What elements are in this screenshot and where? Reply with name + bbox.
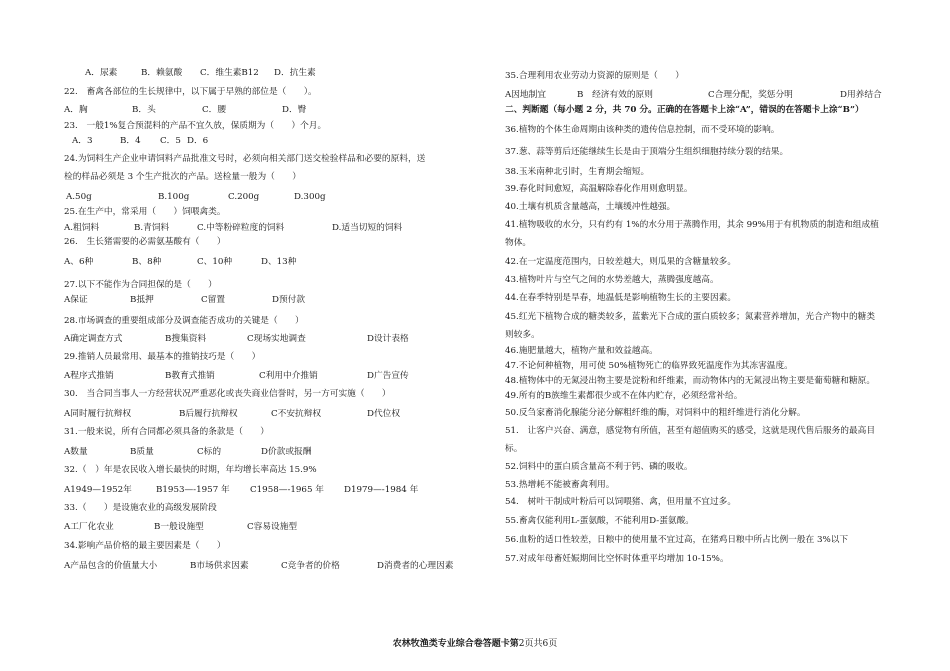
option: B1953—-1957 年 [156, 485, 230, 495]
option: B、8种 [132, 257, 162, 267]
option: B教育式推销 [165, 371, 215, 381]
footer-title: 农林牧渔类专业综合卷答题卡第 [392, 639, 519, 649]
option: B．赖氨酸 [141, 68, 183, 78]
option: D、13种 [261, 257, 297, 267]
option: C容易设施型 [247, 522, 298, 532]
q27-text: 27.以下不能作为合同担保的是（ ） [64, 280, 217, 290]
statement-51: 51. 让客户兴奋、满意，感觉物有所值，甚至有超值购买的感受，这就是现代售后服务的最高目 [505, 426, 876, 436]
statement-38: 38.玉米南种北引时，生育期会缩短。 [505, 167, 650, 177]
option: C标的 [197, 447, 222, 457]
statement-39: 39.春化时间愈短，高温解除春化作用则愈明显。 [505, 184, 693, 194]
statement-42: 42.在一定温度范围内，日较差越大，则瓜果的含糖量较多。 [505, 257, 737, 267]
statement-40: 40.土壤有机质含量越高，土壤缓冲性越强。 [505, 202, 676, 212]
page-footer [0, 636, 950, 649]
option: D．6 [187, 136, 209, 146]
q31-text: 31.一般来说，所有合同都必须具备的条款是（ ） [64, 427, 269, 437]
q26-text: 26. 生长猪需要的必需氨基酸有（ ） [64, 237, 226, 247]
option: A1949—1952年 [64, 485, 132, 495]
q28-text: 28.市场调查的重要组成部分及调查能否成功的关键是（ ） [64, 316, 304, 326]
q23-text: 23. 一般1%复合预混料的产品不宜久放，保质期为（ ）个月。 [64, 121, 327, 131]
q33-text: 33.（ ）是设施农业的高级发展阶段 [64, 503, 217, 513]
option: C利用中介推销 [259, 371, 318, 381]
section-title: 二、判断题（每小题 2 分，共 70 分。正确的在答题卡上涂“A”，错误的在答题卡上涂“B”） [505, 105, 864, 115]
q25-text: 25.在生产中，常采用（ ）饲喂禽类。 [64, 207, 226, 217]
option: C．维生素B12 [200, 68, 259, 78]
option: D消费者的心理因素 [377, 561, 454, 571]
option: A、6种 [64, 257, 94, 267]
option: C不安抗辩权 [271, 409, 322, 419]
option: D.300g [294, 192, 326, 202]
option: B搜集资料 [165, 334, 207, 344]
option: A工厂化农业 [64, 522, 114, 532]
statement-50: 50.反刍家畜消化腺能分泌分解粗纤维的酶，对饲料中的粗纤维进行消化分解。 [505, 408, 806, 418]
option: D代位权 [367, 409, 401, 419]
option: A．尿素 [85, 68, 118, 78]
footer-page-num: 2 [518, 639, 525, 649]
statement-45: 45.红光下植物合成的糖类较多，蓝紫光下合成的蛋白质较多；氮素营养增加，光合产物中的糖类 [505, 312, 876, 322]
option: A保证 [64, 295, 88, 305]
footer-total: 6 [542, 639, 549, 649]
statement-57: 57.对成年母畜妊娠期间比空怀时体重平均增加 10-15%。 [505, 554, 729, 564]
q32-text: 32.（ ）年是农民收入增长最快的时期，年均增长率高达 15.9% [64, 465, 317, 475]
option: D.适当切短的饲料 [332, 223, 403, 233]
statement-44: 44.在春季特别是旱春，地温低是影响植物生长的主要因素。 [505, 293, 737, 303]
option: B．头 [132, 105, 156, 115]
option: D价款或报酬 [261, 447, 312, 457]
option: B市场供求因素 [190, 561, 249, 571]
option: D广告宣传 [367, 371, 409, 381]
option: C现场实地调查 [247, 334, 306, 344]
statement-46: 46.施肥量越大，植物产量和效益越高。 [505, 346, 658, 356]
option: B一般设施型 [154, 522, 204, 532]
option: A数量 [64, 447, 88, 457]
option: A.粗饲料 [64, 223, 100, 233]
statement-52: 52.饲料中的蛋白质含量高不利于钙、磷的吸收。 [505, 462, 693, 472]
option: C留置 [201, 295, 226, 305]
q34-text: 34.影响产品价格的最主要因素是（ ） [64, 541, 226, 551]
statement-36: 36.植物的个体生命周期由该种类的遗传信息控制，而不受环境的影响。 [505, 125, 780, 135]
option: A.50g [66, 192, 92, 202]
option: B 经济有效的原则 [577, 90, 653, 100]
footer-mid: 页共 [524, 639, 543, 649]
option: C.中等粉碎粒度的饲料 [197, 223, 285, 233]
option: A产品包含的价值量大小 [64, 561, 158, 571]
q35-text: 35.合理利用农业劳动力资源的原则是（ ） [505, 71, 684, 81]
option: B抵押 [130, 295, 154, 305]
statement-55: 55.畜禽仅能利用L-蛋氨酸，不能利用D-蛋氨酸。 [505, 516, 694, 526]
option: C、10种 [197, 257, 233, 267]
q22-text: 22. 畜禽各部位的生长规律中，以下属于早熟的部位是（ ）。 [64, 87, 317, 97]
statement-47: 47.不论何种植物，用可使 50%植物死亡的临界致死温度作为其冻害温度。 [505, 361, 793, 371]
statement-48: 48.植物体中的无氮浸出物主要是淀粉和纤维素，而动物体内的无氮浸出物主要是葡萄糖和糖原。 [505, 376, 876, 386]
option: B．4 [120, 136, 141, 146]
q30-text: 30. 当合同当事人一方经营状况严重恶化或丧失商业信誉时，另一方可实施（ ） [64, 389, 391, 399]
option: B.青饲料 [134, 223, 170, 233]
option: C．腰 [202, 105, 227, 115]
statement-45-cont: 则较多。 [505, 330, 540, 340]
q24-text-line2: 检的样品必须是 3 个生产批次的产品。送检量一般为（ ） [64, 172, 301, 182]
footer-end: 页 [548, 639, 558, 649]
option: D用养结合 [840, 90, 882, 100]
option: D预付款 [272, 295, 306, 305]
option: B后履行抗辩权 [179, 409, 238, 419]
option: D1979—-1984 年 [344, 485, 419, 495]
statement-54: 54. 树叶干制成叶粉后可以饲喂猪、禽，但用量不宜过多。 [505, 497, 737, 507]
option: A程序式推销 [64, 371, 114, 381]
statement-41-cont: 物体。 [505, 238, 532, 248]
option: A同时履行抗辩权 [64, 409, 132, 419]
option: B.100g [158, 192, 190, 202]
statement-51-cont: 标。 [505, 444, 523, 454]
option: A．3 [72, 136, 93, 146]
q24-text-line1: 24.为饲料生产企业申请饲料产品批准文号时，必须向相关部门送交检验样品和必要的原料，送 [64, 154, 426, 164]
option: C竞争者的价格 [281, 561, 340, 571]
statement-43: 43.植物叶片与空气之间的水势差越大，蒸腾强度越高。 [505, 275, 719, 285]
statement-37: 37.葱、蒜等剪后还能继续生长是由于顶端分生组织细胞持续分裂的结果。 [505, 147, 789, 157]
q29-text: 29.推销人员最常用、最基本的推销技巧是（ ） [64, 352, 261, 362]
option: D．臀 [282, 105, 307, 115]
option: D．抗生素 [274, 68, 316, 78]
option: A确定调查方式 [64, 334, 123, 344]
option: A．胸 [64, 105, 88, 115]
option: C合理分配，奖惩分明 [708, 90, 793, 100]
statement-53: 53.热增耗不能被畜禽利用。 [505, 480, 615, 490]
statement-41: 41.植物吸收的水分，只有约有 1%的水分用于蒸腾作用，其余 99%用于有机物质的制造和组成植 [505, 220, 879, 230]
option: D设计表格 [367, 334, 409, 344]
option: C.200g [228, 192, 260, 202]
option: C．5 [160, 136, 181, 146]
option: B质量 [130, 447, 154, 457]
option: A因地制宜 [505, 90, 547, 100]
statement-49: 49.所有的B族维生素都很少或不在体内贮存，必须经常补给。 [505, 391, 743, 401]
option: C1958—-1965 年 [250, 485, 324, 495]
statement-56: 56.血粉的适口性较差，日粮中的使用量不宜过高，在猪鸡日粮中所占比例一般在 3%以下 [505, 535, 849, 545]
